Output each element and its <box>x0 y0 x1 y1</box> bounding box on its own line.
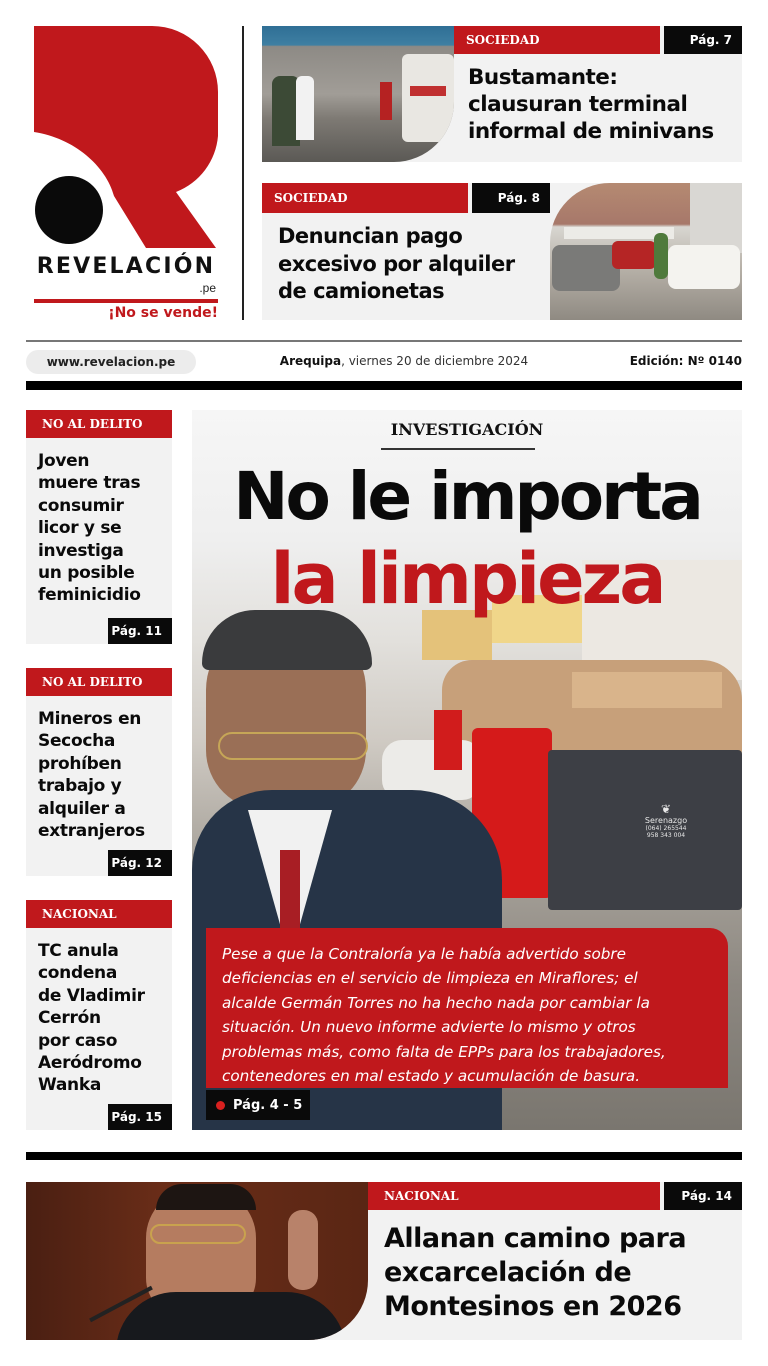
masthead-name: REVELACIÓN <box>36 254 216 279</box>
headline: TC anula condena de Vladimir Cerrón por caso Aeródromo Wanka <box>38 941 145 1096</box>
container-label: Serenazgo <box>644 816 688 825</box>
headline: Bustamante: clausuran terminal informal de minivans <box>468 65 714 144</box>
section-tag: SOCIEDAD <box>262 183 468 213</box>
masthead-vertical-divider <box>242 26 244 320</box>
section-kicker: INVESTIGACIÓN <box>390 420 544 439</box>
headline: Joven muere tras consumir licor y se investiga un posible feminicidio <box>38 451 141 606</box>
section-tag: NACIONAL <box>26 900 172 928</box>
headline: Allanan camino para excarcelación de Montesinos en 2026 <box>384 1223 687 1322</box>
edition-number: Edición: Nº 0140 <box>629 354 742 368</box>
page-reference: Pág. 4 - 5 <box>206 1090 310 1120</box>
headline: Denuncian pago excesivo por alquiler de camionetas <box>278 224 515 303</box>
lead-headline-line-1: No le importa <box>233 458 701 535</box>
red-dot-icon <box>216 1101 225 1110</box>
page-reference: Pág. 7 <box>664 26 742 54</box>
top-story-2[interactable] <box>262 183 742 320</box>
lead-headline-line-2: la limpieza <box>270 538 664 620</box>
kicker-underline <box>381 448 535 450</box>
headline: Mineros en Secocha prohíben trabajo y alquiler a extranjeros <box>38 709 145 842</box>
page-reference: Pág. 11 <box>108 618 172 644</box>
photo-mayor-and-garbage-containers: ❦ Serenazgo (064) 265544 958 343 004 <box>192 410 742 1130</box>
photo-parked-pickup-trucks <box>550 183 742 320</box>
dateline <box>200 354 608 368</box>
section-tag: NO AL DELITO <box>26 410 172 438</box>
top-story-1[interactable] <box>262 26 742 162</box>
logo-divider <box>34 299 218 303</box>
website-link[interactable]: www.revelacion.pe <box>26 350 196 374</box>
leaf-logo-icon: ❦ <box>660 802 672 816</box>
page-reference: Pág. 8 <box>472 183 550 213</box>
lead-story[interactable] <box>192 410 742 1130</box>
section-tag: SOCIEDAD <box>454 26 660 54</box>
dateline-city: Arequipa <box>279 354 342 368</box>
dateline-date: , viernes 20 de diciembre 2024 <box>341 354 529 368</box>
side-story-2[interactable] <box>26 668 172 876</box>
side-story-1[interactable] <box>26 410 172 644</box>
thick-divider <box>26 381 742 390</box>
page-reference: Pág. 12 <box>108 850 172 876</box>
lead-deck: Pese a que la Contraloría ya le había advertido sobre deficiencias en el servicio de limpieza en Miraflores; el alcalde Germán Torres no ha hecho nada por cambiar la situación. Un nuevo informe advierte lo mismo y otros problemas más, como falta de EPPs para los trabajadores, contenedores en mal estado y acumulación de basura. <box>206 928 728 1088</box>
photo-montesinos-speaking <box>26 1182 368 1340</box>
side-story-3[interactable] <box>26 900 172 1130</box>
masthead-slogan: ¡No se vende! <box>108 305 218 321</box>
photo-street-closure-truck <box>262 26 454 162</box>
page-reference: Pág. 14 <box>664 1182 742 1210</box>
section-tag: NACIONAL <box>368 1182 660 1210</box>
revelacion-r-logo-icon <box>34 26 218 252</box>
masthead-domain-suffix: .pe <box>199 281 216 295</box>
section-tag: NO AL DELITO <box>26 668 172 696</box>
divider <box>26 340 742 342</box>
masthead-logo[interactable] <box>34 26 218 326</box>
bottom-story[interactable] <box>26 1182 742 1340</box>
thick-divider <box>26 1152 742 1160</box>
page-reference: Pág. 15 <box>108 1104 172 1130</box>
